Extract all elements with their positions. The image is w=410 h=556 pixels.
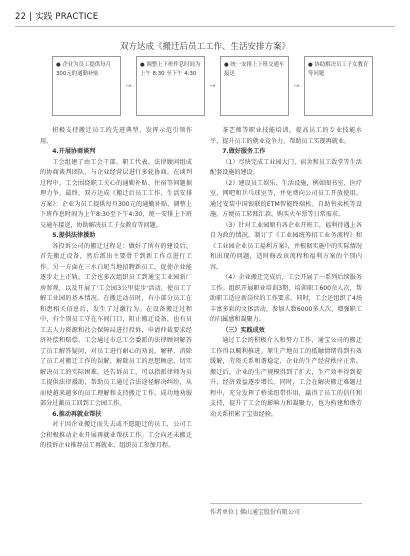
paragraph: （3）针对工业园原有各企业开班工，福利待遇上各自为政的情况，制订了《工业园统筹招工业务流程》和《工业园企业员工福利方案》，并根据实施中的实际情况和出现的问题，适时修改该流程和福利方案的个别内容。 [210,221,362,271]
section-heading: 5.提供法律援助 [52,232,96,239]
header-rule [15,26,395,27]
right-column [210,126,362,420]
author-affiliation: 作者单位 | 佛山通宝股份有限公司 [210,509,300,516]
page-number-label: 22 | 实践 PRACTICE [15,12,99,22]
paragraph: 茶艺师等职业技能培训，提高员工的专业技能水平，提升员工的就业竞争力，帮助员工实现再就业。 [210,127,362,145]
section-heading: 4.开展协商谈判 [52,148,96,155]
left-column [40,126,192,452]
footer-rule [210,503,362,504]
flow-node-4: ● 协助解决员工子女教育等问题 [304,56,373,116]
flow-diagram [52,56,392,120]
flow-node-3: ● 统一安排上下班交通车接送 [220,56,289,116]
paragraph: 通过工会的积极介入和努力工作，通宝公司的搬迁工作得以顺利推进。原生产地员工的抵触情绪得到有效缓解，劳资关系和谐稳定，企业的生产经营秩序正常。搬迁后，企业的生产规模得到了扩大，生产效率得到提升，经济效益逐步增长。同时，工会在解决搬迁难题过程中，充分发挥了桥梁纽带作用，赢得了员工的信任和支持，提升了工会的影响力和凝聚力，也为构建和谐劳动关系积累了宝贵经验。 [210,337,362,418]
paragraph: （4）企业搬迁完成后，工会开展了一系列后续服务工作。组织开展职业培训3期，培训职工600余人次，帮助职工适应新岗位的工作要求。同时，工会还组织了4场丰富多彩的文体活动，参加人数6000多人次，增强职工的归属感和凝聚力。 [210,274,362,323]
paragraph: 积极支持搬迁员工的先进典型，发挥示范引领作用。 [40,127,192,145]
paragraph: 各投诉公司的搬迁过程是：做好了所有的建设后，首先搬迁设备，然后派出主要骨干到新工作点进行工作。另一方面在三水白坭当地招聘新员工，促使企业能逐步走上正轨。工会也多次组织员工到通宝工业园新厂房参观，以及开展了'工会园3公里徒步'活动，使员工了解工业园的基本情况。在搬迁动员时，有小部分员工在和患相关信息后，发生了过激行为。在设备搬迁过程中，有个别员工守在车间门口，阻止搬迁设备，也有员工去人力资源和社会保障局进行投诉，申请仲裁要求经济补偿和赔偿。工会通过市总工会委派的法律顾问解答了员工解答疑问，对员工进行耐心的劝说、解释，消除了员工对搬迁工作的误解，解除员工的思想顾虑，切实解决员工的实际困难，还告诉员工，可以指派律师为员工提供法律援助，帮助员工通过合法途径解决纠纷，从而使越来越多的员工理解和支持搬迁工作，成功地劝服部分过激员工回到工会园工作。 [40,242,192,407]
arrow-icon: → [125,82,132,90]
arrow-icon: → [293,82,300,90]
flow-node-1: ● 企业为员工提供每月300元的通勤补贴 [52,56,121,116]
arrow-icon: → [209,82,216,90]
page-header [15,10,395,26]
flow-node-2: ● 调整上下班作息时间为上午 8:30 至下午 4:30 [136,56,205,116]
figure-title: 双方达成《搬迁后员工工作、生活安排方案》 [119,42,290,52]
paragraph: 工会组建了由工会干部、职工代表、法律顾问组成的协商谈判团队，与企业经营层进行多轮协商。在谈判过程中，工会围绕职工关心的通勤补贴、住宿等问题据理力争，最终，双方达成《搬迁后员工工作、生活安排方案》：企业为员工提供每月300元的通勤补贴，调整上下班作息时间为上午8:30至下午4:30，统一安排上下班交通车接送，协助解决员工子女教育等问题。 [40,158,192,229]
section-heading: 7.做好服务工作 [222,148,266,155]
paragraph: （1）尽快完成工业园大门、宿舍和员工饭堂等生活配套设施的建设。 [210,158,362,176]
paragraph: （2）建设员工娱乐、生活设施，例如图书室、医疗室、网吧和乒乓球室等，并免费向公司员工开放使用。通过安装中国银联的ETM智能终端机、自助售卖机等设施，方便员工转账汇款、购买火车票等日常需求。 [210,179,362,218]
paragraph: 对于因企业搬迁而失去或不愿随迁的员工，公司工会积极推动企业开展再就业帮扶工作。工会向还未搬迁的投诉企业推荐员工再就业，组织员工参加月程、 [40,421,192,449]
section-heading: 6.推动再就业帮扶 [52,410,102,418]
section-heading: （三）实践成效 [222,326,265,334]
